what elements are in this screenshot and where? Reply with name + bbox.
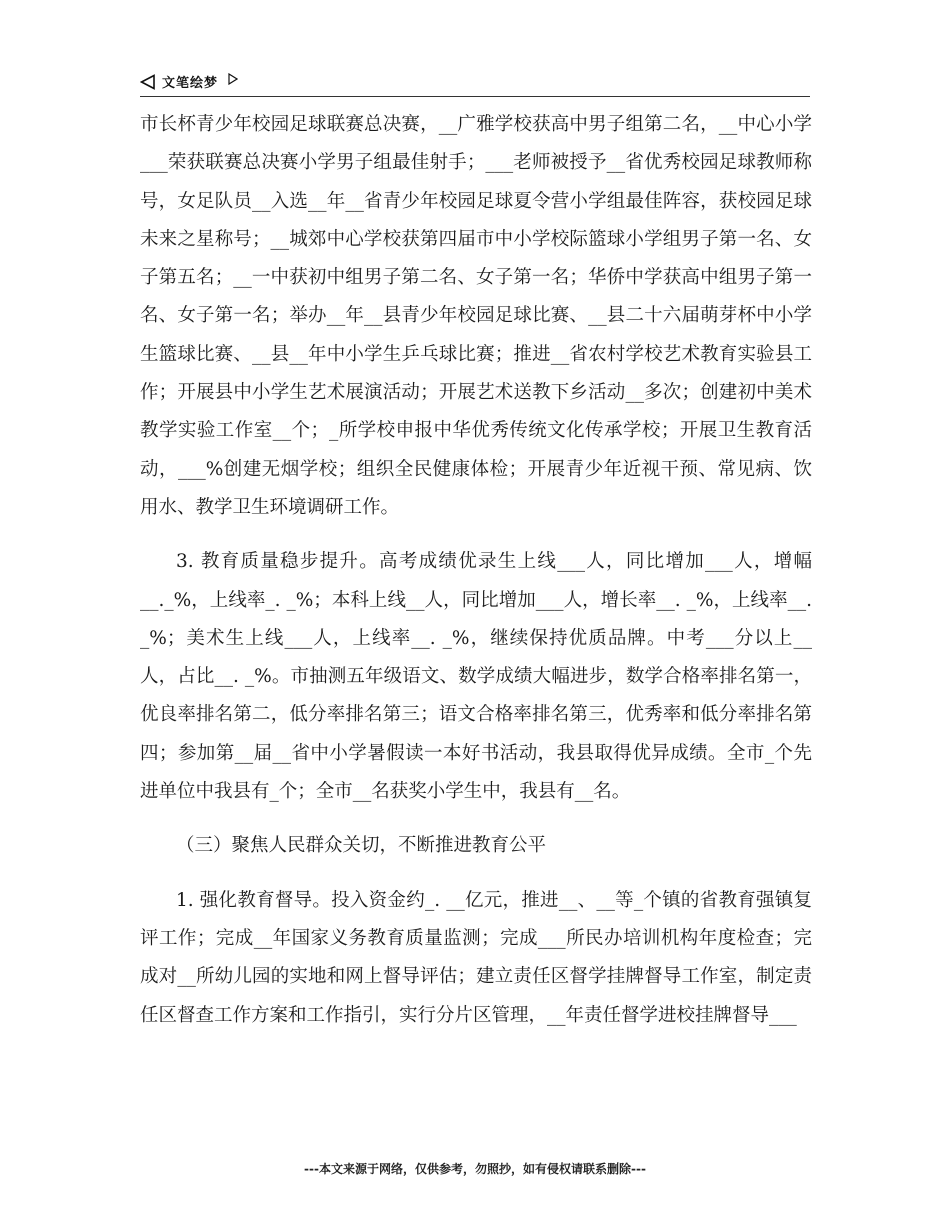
triangle-left-icon [140, 74, 156, 90]
brand-name: 文笔绘梦 [162, 76, 219, 91]
section-heading: （三）聚焦人民群众关切，不断推进教育公平 [176, 835, 547, 857]
paragraph-education-quality: 3. 教育质量稳步提升。高考成绩优录生上线___人，同比增加___人，增幅__._%，上线率_. _%；本科上线__人，同比增加___人，增长率__. _%，上线率__. _%；美术生上线___人，上线率__. _%，继续保持优质品牌。中考___分以上__人，占比__. _%。市抽测五年级语文、数学成绩大幅进步，数学合格率排名第一，优良率排名第二，低分率排名第三；语文合格率排名第三，优秀率和低分率排名第四；参加第__届__省中小学暑假读一本好书活动，我县取得优异成绩。全市_个先进单位中我县有_个；全市__名获奖小学生中，我县有__名。 [140, 551, 812, 803]
paragraph-sports-art: 市长杯青少年校园足球联赛总决赛，__广雅学校获高中男子组第二名，__中心小学___荣获联赛总决赛小学男子组最佳射手；___老师被授予__省优秀校园足球教师称号，女足队员__入选__年__省青少年校园足球夏令营小学组最佳阵容，获校园足球未来之星称号；__城郊中心学校获第四届市中小学校际篮球小学组男子第一名、女子第五名；__一中获初中组男子第二名、女子第一名；华侨中学获高中组男子第一名、女子第一名；举办__年__县青少年校园足球比赛、__县二十六届萌芽杯中小学生篮球比赛、__县__年中小学生乒乓球比赛；推进__省农村学校艺术教育实验县工作；开展县中小学生艺术展演活动；开展艺术送教下乡活动__多次；创建初中美术教学实验工作室__个；_所学校申报中华优秀传统文化传承学校；开展卫生教育活动，___%创建无烟学校；组织全民健康体检；开展青少年近视干预、常见病、饮用水、教学卫生环境调研工作。 [140, 114, 812, 518]
document-body [140, 106, 812, 1035]
footer-disclaimer: ---本文来源于网络，仅供参考，勿照抄，如有侵权请联系删除--- [304, 1162, 646, 1176]
page-header [140, 70, 810, 96]
triangle-right-icon [228, 73, 238, 85]
paragraph-education-supervision: 1. 强化教育督导。投入资金约_. __亿元，推进__、__等_个镇的省教育强镇复评工作；完成__年国家义务教育质量监测；完成___所民办培训机构年度检查；完成对__所幼儿园的实地和网上督导评估；建立责任区督学挂牌督导工作室，制定责任区督查工作方案和工作指引，实行分片区管理，__年责任督学进校挂牌督导___ [140, 889, 812, 1026]
header-rule [140, 96, 810, 97]
